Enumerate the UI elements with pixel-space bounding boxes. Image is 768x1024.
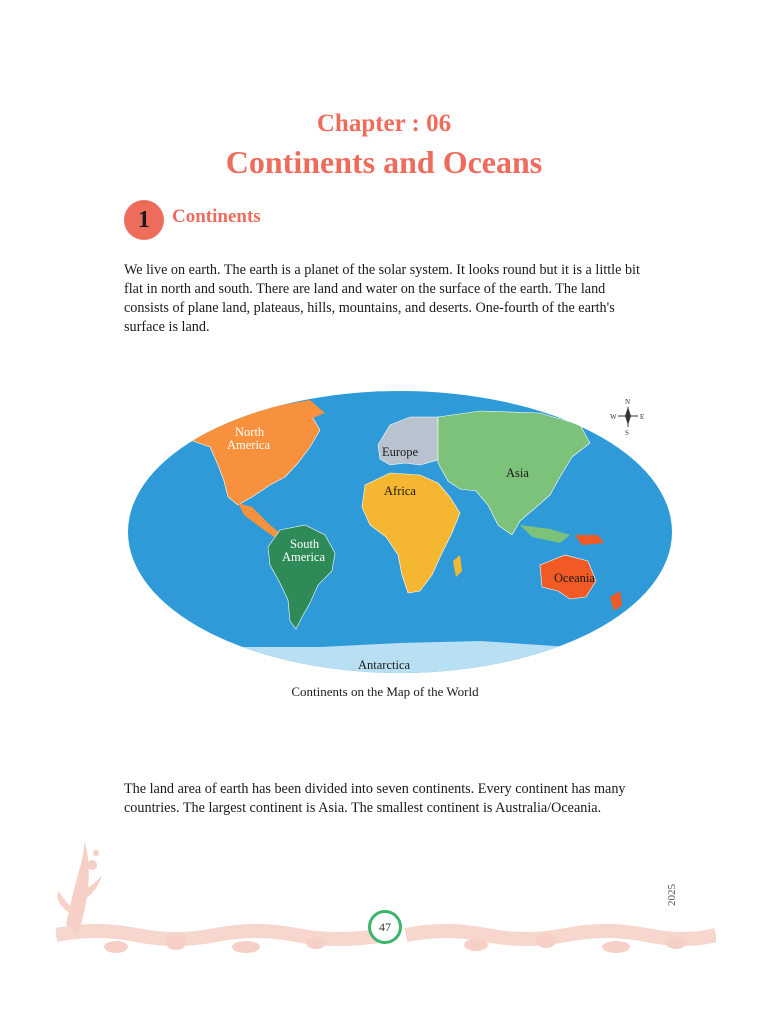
label-antarctica: Antarctica (358, 658, 411, 672)
world-map (120, 385, 680, 680)
chapter-label: Chapter : 06 (316, 110, 452, 137)
svg-text:E: E (640, 413, 645, 421)
page-number: 47 (368, 910, 402, 944)
floral-footer-decoration (56, 835, 716, 965)
label-europe: Europe (382, 445, 419, 459)
svg-text:W: W (610, 413, 617, 421)
year-label: 2025 (666, 884, 678, 906)
compass-icon (610, 398, 644, 437)
chapter-title: Continents and Oceans (225, 144, 543, 180)
label-asia: Asia (506, 466, 529, 480)
svg-text:N: N (625, 398, 631, 406)
section-number-badge: 1 (124, 200, 164, 240)
label-north-america-2: America (227, 438, 271, 452)
label-oceania: Oceania (554, 571, 595, 585)
svg-text:S: S (625, 429, 629, 437)
label-south-america: South (290, 537, 320, 551)
section-title: Continents (172, 206, 261, 227)
label-north-america: North (235, 425, 265, 439)
label-south-america-2: America (282, 550, 326, 564)
intro-paragraph: We live on earth. The earth is a planet of the solar system. It looks round but it is a little bit flat in north and south. There are land and water on the surface of the earth. The land consists of plane land, plateaus, hills, mountains, and deserts. One-fourth of the earth's surface is land. (124, 262, 640, 335)
label-africa: Africa (384, 484, 416, 498)
continents-paragraph: The land area of earth has been divided into seven continents. Every continent has many countries. The largest continent is Asia. The smallest continent is Australia/Oceania. (124, 781, 626, 816)
map-caption: Continents on the Map of the World (291, 684, 479, 699)
